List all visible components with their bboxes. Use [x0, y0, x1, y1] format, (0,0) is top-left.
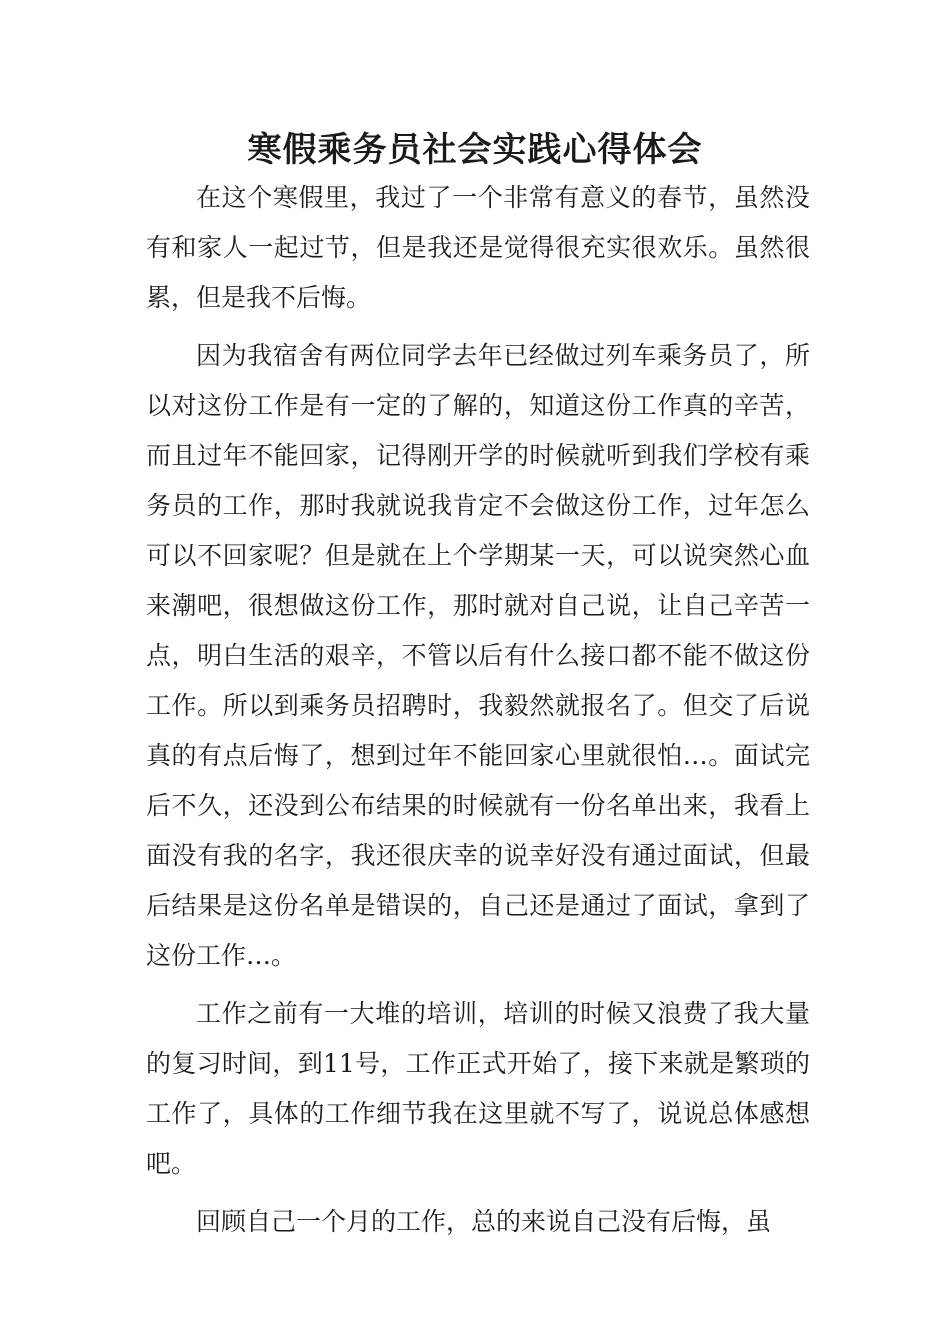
document-body: [146, 173, 810, 1255]
paragraph-4: 回顾自己一个月的工作，总的来说自己没有后悔，虽: [196, 1207, 772, 1236]
paragraph-2: 因为我宿舍有两位同学去年已经做过列车乘务员了，所以对这份工作是有一定的了解的，知道这份工作真的辛苦，而且过年不能回家，记得刚开学的时候就听到我们学校有乘务员的工作，那时我就说我肯定不会做这份工作，过年怎么可以不回家呢？但是就在上个学期某一天，可以说突然心血来潮吧，很想做这份工作，那时就对自己说，让自己辛苦一点，明白生活的艰辛，不管以后有什么接口都不能不做这份工作。所以到乘务员招聘时，我毅然就报名了。但交了后说真的有点后悔了，想到过年不能回家心里就很怕…。面试完后不久，还没到公布结果的时候就有一份名单出来，我看上面没有我的名字，我还很庆幸的说幸好没有通过面试，但最后结果是这份名单是错误的，自己还是通过了面试，拿到了这份工作…。: [146, 341, 810, 970]
document-title: 寒假乘务员社会实践心得体会: [247, 130, 703, 170]
paragraph-3: 工作之前有一大堆的培训，培训的时候又浪费了我大量的复习时间，到11号，工作正式开始了，接下来就是繁琐的工作了，具体的工作细节我在这里就不写了，说说总体感想吧。: [146, 999, 810, 1178]
paragraph-1: 在这个寒假里，我过了一个非常有意义的春节，虽然没有和家人一起过节，但是我还是觉得很充实很欢乐。虽然很累，但是我不后悔。: [146, 183, 810, 312]
